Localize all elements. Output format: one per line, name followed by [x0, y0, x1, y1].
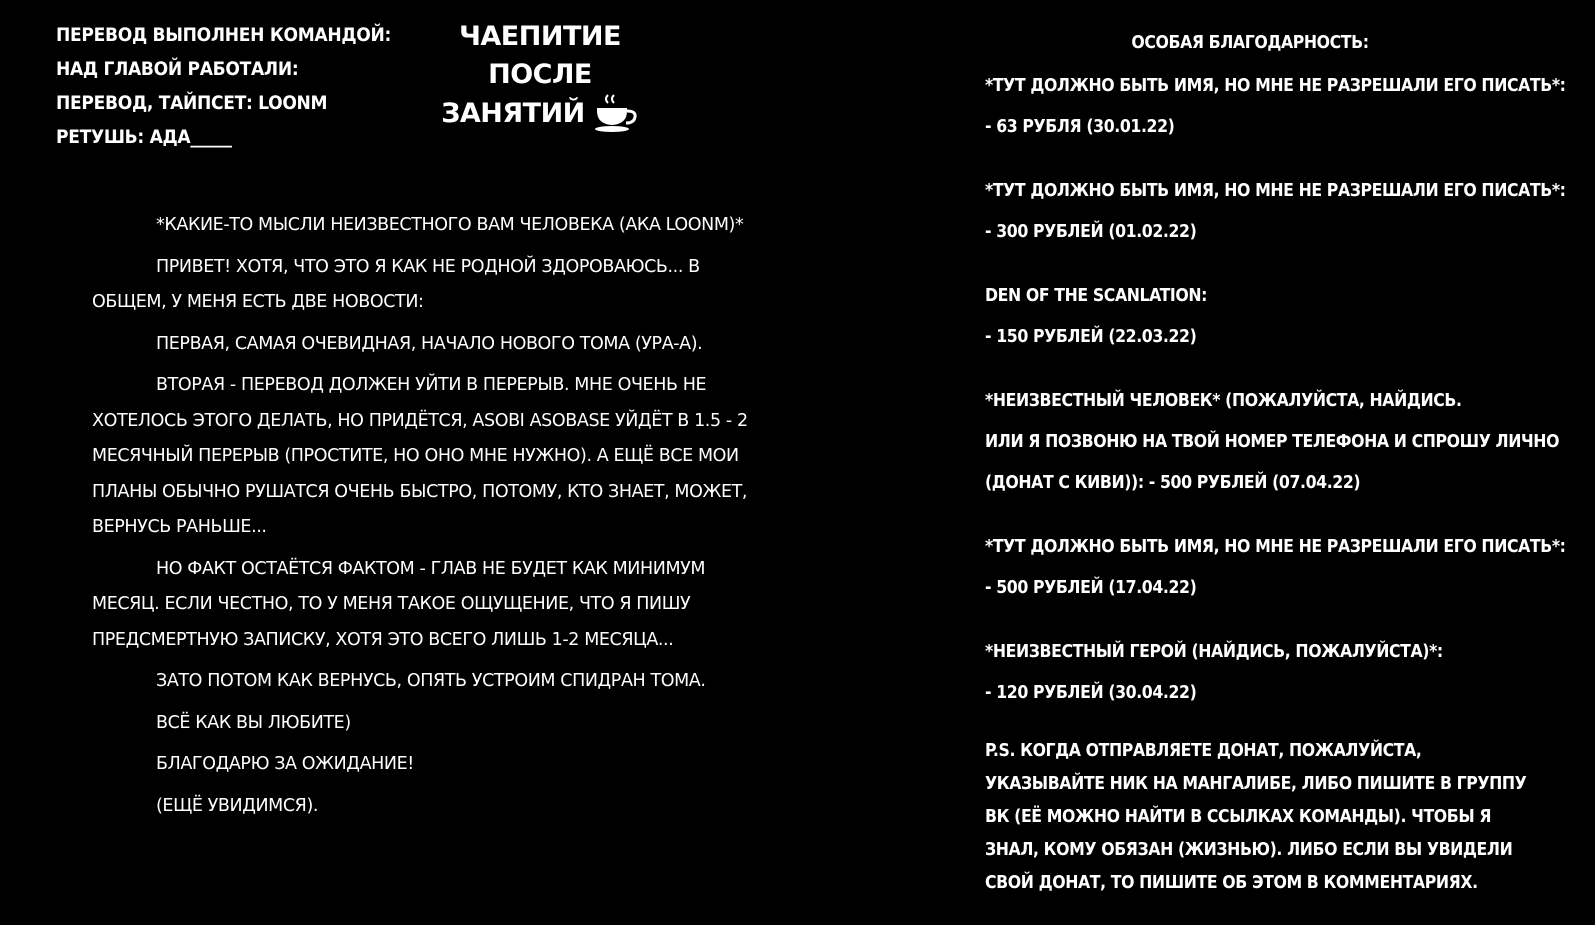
message-paragraph: ПЕРВАЯ, САМАЯ ОЧЕВИДНАЯ, НАЧАЛО НОВОГО ТОМА (УРА-А). — [156, 333, 703, 354]
thanks-title: ОСОБАЯ БЛАГОДАРНОСТЬ: — [1131, 33, 1369, 53]
logo-line-1: ЧАЕПИТИЕ — [459, 21, 621, 52]
donation-entry — [985, 632, 1545, 714]
translator-message — [92, 208, 772, 830]
donation-amount: - 150 РУБЛЕЙ (22.03.22) — [985, 327, 1197, 347]
donation-entry — [985, 171, 1566, 253]
message-paragraph: *КАКИЕ-ТО МЫСЛИ НЕИЗВЕСТНОГО ВАМ ЧЕЛОВЕКА (АКА LOONM)* — [156, 215, 744, 235]
team-logo — [430, 18, 650, 134]
donation-amount: - 63 РУБЛЯ (30.01.22) — [985, 117, 1175, 137]
logo-line-2: ПОСЛЕ — [488, 59, 592, 90]
donation-entry — [985, 527, 1566, 609]
donation-entry — [985, 66, 1566, 148]
donation-amount: (ДОНАТ С КИВИ)): - 500 РУБЛЕЙ (07.04.22) — [985, 473, 1361, 493]
donation-amount: - 120 РУБЛЕЙ (30.04.22) — [985, 683, 1197, 703]
donor-name: *ТУТ ДОЛЖНО БЫТЬ ИМЯ, НО МНЕ НЕ РАЗРЕШАЛИ ЕГО ПИСАТЬ*: — [985, 181, 1566, 201]
credits-team-line: ПЕРЕВОД ВЫПОЛНЕН КОМАНДОЙ: — [56, 24, 392, 46]
postscript-note: P.S. КОГДА ОТПРАВЛЯЕТЕ ДОНАТ, ПОЖАЛУЙСТА, УКАЗЫВАЙТЕ НИК НА МАНГАЛИБЕ, ЛИБО ПИШИТЕ В ГРУППУ ВК (ЕЁ МОЖНО НАЙТИ В ССЫЛКАХ КОМАНДЫ). ЧТОБЫ Я ЗНАЛ, КОМУ ОБЯЗАН (ЖИЗНЬЮ). ЛИБО ЕСЛИ ВЫ УВИДЕЛИ СВОЙ ДОНАТ, ТО ПИШИТЕ ОБ ЭТОМ В КОММЕНТАРИЯХ. — [985, 741, 1527, 893]
message-paragraph: ВСЁ КАК ВЫ ЛЮБИТЕ) — [156, 712, 351, 733]
donation-entry — [985, 276, 1545, 358]
donation-entry — [985, 381, 1560, 504]
special-thanks — [985, 30, 1566, 900]
donor-name: *ТУТ ДОЛЖНО БЫТЬ ИМЯ, НО МНЕ НЕ РАЗРЕШАЛИ ЕГО ПИСАТЬ*: — [985, 537, 1566, 557]
message-paragraph: (ЕЩЁ УВИДИМСЯ). — [156, 795, 319, 816]
credits-worked-line: НАД ГЛАВОЙ РАБОТАЛИ: — [56, 58, 299, 80]
teacup-icon — [593, 94, 639, 134]
message-paragraph: ЗАТО ПОТОМ КАК ВЕРНУСЬ, ОПЯТЬ УСТРОИМ СПИДРАН ТОМА. — [156, 671, 706, 691]
donor-name: *НЕИЗВЕСТНЫЙ ЧЕЛОВЕК* (ПОЖАЛУЙСТА, НАЙДИСЬ. — [985, 391, 1462, 411]
credits-translator-line: ПЕРЕВОД, ТАЙПСЕТ: LOONM — [56, 92, 328, 114]
team-credits — [56, 18, 391, 154]
message-paragraph: ПРИВЕТ! ХОТЯ, ЧТО ЭТО Я КАК НЕ РОДНОЙ ЗДОРОВАЮСЬ... В ОБЩЕМ, У МЕНЯ ЕСТЬ ДВЕ НОВОСТИ: — [92, 256, 700, 312]
donor-name: *НЕИЗВЕСТНЫЙ ГЕРОЙ (НАЙДИСЬ, ПОЖАЛУЙСТА)*: — [985, 642, 1443, 662]
message-paragraph: НО ФАКТ ОСТАЁТСЯ ФАКТОМ - ГЛАВ НЕ БУДЕТ КАК МИНИМУМ МЕСЯЦ. ЕСЛИ ЧЕСТНО, ТО У МЕНЯ ТАКОЕ ОЩУЩЕНИЕ, ЧТО Я ПИШУ ПРЕДСМЕРТНУЮ ЗАПИСКУ, ХОТЯ ЭТО ВСЕГО ЛИШЬ 1-2 МЕСЯЦА... — [92, 558, 706, 650]
credits-retouch-line: РЕТУШЬ: АДА_____ — [56, 126, 232, 148]
donor-note: ИЛИ Я ПОЗВОНЮ НА ТВОЙ НОМЕР ТЕЛЕФОНА И СПРОШУ ЛИЧНО — [985, 432, 1560, 452]
donor-name: *ТУТ ДОЛЖНО БЫТЬ ИМЯ, НО МНЕ НЕ РАЗРЕШАЛИ ЕГО ПИСАТЬ*: — [985, 76, 1566, 96]
donation-amount: - 300 РУБЛЕЙ (01.02.22) — [985, 222, 1197, 242]
donation-amount: - 500 РУБЛЕЙ (17.04.22) — [985, 578, 1197, 598]
donor-name: DEN OF THE SCANLATION: — [985, 286, 1208, 306]
message-paragraph: БЛАГОДАРЮ ЗА ОЖИДАНИЕ! — [156, 754, 414, 774]
logo-line-3: ЗАНЯТИЙ — [441, 98, 585, 129]
message-paragraph: ВТОРАЯ - ПЕРЕВОД ДОЛЖЕН УЙТИ В ПЕРЕРЫВ. МНЕ ОЧЕНЬ НЕ ХОТЕЛОСЬ ЭТОГО ДЕЛАТЬ, НО ПРИДЁТСЯ, ASOBI ASOBASE УЙДЁТ В 1.5 - 2 МЕСЯЧНЫЙ ПЕРЕРЫВ (ПРОСТИТЕ, НО ОНО МНЕ НУЖНО). А ЕЩЁ ВСЕ МОИ ПЛАНЫ ОБЫЧНО РУШАТСЯ ОЧЕНЬ БЫСТРО, ПОТОМУ, КТО ЗНАЕТ, МОЖЕТ, ВЕРНУСЬ РАНЬШЕ... — [92, 375, 748, 537]
